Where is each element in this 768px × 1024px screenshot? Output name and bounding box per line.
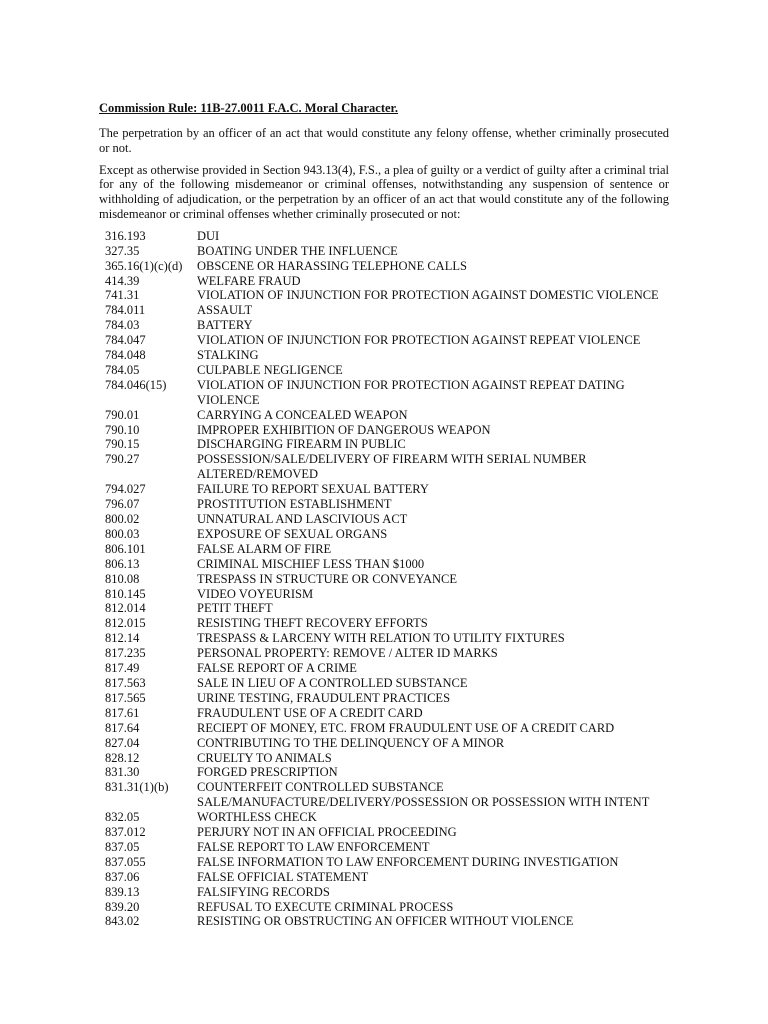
offense-description: VIOLATION OF INJUNCTION FOR PROTECTION AGAINST REPEAT DATING VIOLENCE <box>197 377 625 407</box>
statute-code: 365.16(1)(c)(d) <box>105 258 183 273</box>
offense-row <box>105 274 669 289</box>
offense-row <box>105 303 669 318</box>
offense-description: FAILURE TO REPORT SEXUAL BATTERY <box>197 482 429 497</box>
offense-description: ASSAULT <box>197 303 253 318</box>
statute-code: 817.49 <box>105 661 140 676</box>
statute-code: 806.101 <box>105 541 146 556</box>
offense-row <box>105 616 669 631</box>
statute-code: 794.027 <box>105 482 146 497</box>
statute-code: 831.31(1)(b) <box>105 780 169 795</box>
statute-code: 784.048 <box>105 348 146 363</box>
offense-row <box>105 512 669 527</box>
statute-code: 837.06 <box>105 869 140 884</box>
statute-code: 790.01 <box>105 407 140 422</box>
offense-row <box>105 288 669 303</box>
statute-code: 827.04 <box>105 735 140 750</box>
paragraph-felony: The perpetration by an officer of an act that would constitute any felony offense, whether criminally prosecuted or not. <box>99 126 669 155</box>
statute-code: 831.30 <box>105 765 140 780</box>
offense-description: FALSE INFORMATION TO LAW ENFORCEMENT DURING INVESTIGATION <box>197 854 619 869</box>
offense-row <box>105 408 669 423</box>
offense-description: OBSCENE OR HARASSING TELEPHONE CALLS <box>197 258 467 273</box>
offense-description: RESISTING OR OBSTRUCTING AN OFFICER WITHOUT VIOLENCE <box>197 914 574 929</box>
statute-code: 810.145 <box>105 586 146 601</box>
offense-row <box>105 721 669 736</box>
offense-row <box>105 751 669 766</box>
offense-row <box>105 870 669 885</box>
offense-description: PERJURY NOT IN AN OFFICIAL PROCEEDING <box>197 825 457 840</box>
statute-code: 837.012 <box>105 825 146 840</box>
offense-description: COUNTERFEIT CONTROLLED SUBSTANCE SALE/MANUFACTURE/DELIVERY/POSSESSION OR POSSESSION WITH INTENT <box>197 780 650 810</box>
offense-description: RECIEPT OF MONEY, ETC. FROM FRAUDULENT USE OF A CREDIT CARD <box>197 720 615 735</box>
offense-description: STALKING <box>197 348 259 363</box>
offense-description: REFUSAL TO EXECUTE CRIMINAL PROCESS <box>197 899 454 914</box>
offense-description: DISCHARGING FIREARM IN PUBLIC <box>197 437 406 452</box>
statute-code: 414.39 <box>105 273 140 288</box>
statute-code: 839.13 <box>105 884 140 899</box>
offense-row <box>105 423 669 438</box>
offense-row <box>105 482 669 497</box>
statute-code: 784.05 <box>105 362 140 377</box>
document-heading: Commission Rule: 11B-27.0011 F.A.C. Moral Character. <box>99 101 399 115</box>
offense-description: FALSE REPORT OF A CRIME <box>197 661 357 676</box>
offense-description: CRUELTY TO ANIMALS <box>197 750 332 765</box>
offense-row <box>105 691 669 706</box>
offense-description: CARRYING A CONCEALED WEAPON <box>197 407 408 422</box>
offense-description: URINE TESTING, FRAUDULENT PRACTICES <box>197 690 451 705</box>
statute-code: 784.03 <box>105 318 140 333</box>
offense-description: FALSIFYING RECORDS <box>197 884 330 899</box>
statute-code: 790.15 <box>105 437 140 452</box>
offense-row <box>105 900 669 915</box>
statute-code: 784.011 <box>105 303 146 318</box>
offense-row <box>105 780 669 810</box>
statute-code: 806.13 <box>105 556 140 571</box>
offense-description: BATTERY <box>197 318 253 333</box>
offense-description: EXPOSURE OF SEXUAL ORGANS <box>197 526 388 541</box>
offense-description: FRAUDULENT USE OF A CREDIT CARD <box>197 705 423 720</box>
statute-code: 316.193 <box>105 228 146 243</box>
offense-row <box>105 914 669 929</box>
offense-description: PROSTITUTION ESTABLISHMENT <box>197 497 392 512</box>
statute-code: 800.02 <box>105 512 140 526</box>
statute-code: 784.046(15) <box>105 377 167 392</box>
statute-code: 832.05 <box>105 810 140 825</box>
offense-row <box>105 259 669 274</box>
statute-code: 817.61 <box>105 705 140 720</box>
offense-row <box>105 527 669 542</box>
statute-code: 817.563 <box>105 675 146 690</box>
offense-row <box>105 825 669 840</box>
offense-row <box>105 810 669 825</box>
offense-row <box>105 885 669 900</box>
statute-code: 817.565 <box>105 690 146 705</box>
offense-row <box>105 587 669 602</box>
offense-row <box>105 661 669 676</box>
offense-row <box>105 348 669 363</box>
statute-code: 784.047 <box>105 333 146 348</box>
offense-row <box>105 676 669 691</box>
offense-row <box>105 557 669 572</box>
statute-code: 812.14 <box>105 631 140 646</box>
offense-description: PETIT THEFT <box>197 601 273 616</box>
statute-code: 790.10 <box>105 422 140 437</box>
statute-code: 812.014 <box>105 601 146 616</box>
offense-description: FALSE REPORT TO LAW ENFORCEMENT <box>197 839 430 854</box>
statute-code: 790.27 <box>105 452 140 467</box>
offense-description: SALE IN LIEU OF A CONTROLLED SUBSTANCE <box>197 675 468 690</box>
offense-row <box>105 706 669 721</box>
offense-row <box>105 765 669 780</box>
offense-description: BOATING UNDER THE INFLUENCE <box>197 243 398 258</box>
offense-description: UNNATURAL AND LASCIVIOUS ACT <box>197 512 408 526</box>
offense-row <box>105 736 669 751</box>
offense-row <box>105 229 669 244</box>
statute-code: 796.07 <box>105 497 140 512</box>
offense-description: WORTHLESS CHECK <box>197 810 317 825</box>
offense-description: CONTRIBUTING TO THE DELINQUENCY OF A MINOR <box>197 735 505 750</box>
offense-description: TRESPASS & LARCENY WITH RELATION TO UTILITY FIXTURES <box>197 631 565 646</box>
statute-code: 810.08 <box>105 571 140 586</box>
offense-table <box>99 229 669 930</box>
offense-row <box>105 601 669 616</box>
offense-description: CRIMINAL MISCHIEF LESS THAN $1000 <box>197 556 425 571</box>
statute-code: 817.235 <box>105 646 146 661</box>
statute-code: 828.12 <box>105 750 140 765</box>
offense-description: VIDEO VOYEURISM <box>197 586 314 601</box>
statute-code: 812.015 <box>105 616 146 631</box>
statute-code: 837.055 <box>105 854 146 869</box>
offense-row <box>105 333 669 348</box>
offense-description: POSSESSION/SALE/DELIVERY OF FIREARM WITH SERIAL NUMBER ALTERED/REMOVED <box>197 452 587 482</box>
offense-description: WELFARE FRAUD <box>197 273 301 288</box>
offense-row <box>105 542 669 557</box>
offense-description: DUI <box>197 228 220 243</box>
statute-code: 741.31 <box>105 288 140 303</box>
statute-code: 800.03 <box>105 526 140 541</box>
offense-row <box>105 631 669 646</box>
offense-row <box>105 378 669 408</box>
offense-description: FALSE ALARM OF FIRE <box>197 541 332 556</box>
offense-description: RESISTING THEFT RECOVERY EFFORTS <box>197 616 428 631</box>
offense-row <box>105 646 669 661</box>
statute-code: 839.20 <box>105 899 140 914</box>
offense-description: TRESPASS IN STRUCTURE OR CONVEYANCE <box>197 571 457 586</box>
offense-description: CULPABLE NEGLIGENCE <box>197 362 343 377</box>
offense-description: FALSE OFFICIAL STATEMENT <box>197 869 369 884</box>
offense-row <box>105 318 669 333</box>
statute-code: 837.05 <box>105 839 140 854</box>
statute-code: 327.35 <box>105 243 140 258</box>
offense-description: VIOLATION OF INJUNCTION FOR PROTECTION AGAINST DOMESTIC VIOLENCE <box>197 288 659 303</box>
offense-description: IMPROPER EXHIBITION OF DANGEROUS WEAPON <box>197 422 491 437</box>
offense-row <box>105 244 669 259</box>
offense-row <box>105 363 669 378</box>
statute-code: 843.02 <box>105 914 140 929</box>
paragraph-misdemeanor: Except as otherwise provided in Section 943.13(4), F.S., a plea of guilty or a verdict of guilty after a criminal trial for any of the following misdemeanor or criminal offenses, notwithstanding any suspension of sentence or withholding of adjudication, or the perpetration by an officer of an act that would constitute any of the following misdemeanor or criminal offenses whether criminally prosecuted or not: <box>99 162 669 221</box>
offense-row <box>105 855 669 870</box>
offense-description: PERSONAL PROPERTY: REMOVE / ALTER ID MARKS <box>197 646 498 661</box>
offense-row <box>105 437 669 452</box>
offense-description: VIOLATION OF INJUNCTION FOR PROTECTION AGAINST REPEAT VIOLENCE <box>197 333 641 348</box>
statute-code: 817.64 <box>105 720 140 735</box>
offense-row <box>105 497 669 512</box>
offense-row <box>105 452 669 482</box>
offense-description: FORGED PRESCRIPTION <box>197 765 338 780</box>
offense-row <box>105 840 669 855</box>
offense-row <box>105 572 669 587</box>
